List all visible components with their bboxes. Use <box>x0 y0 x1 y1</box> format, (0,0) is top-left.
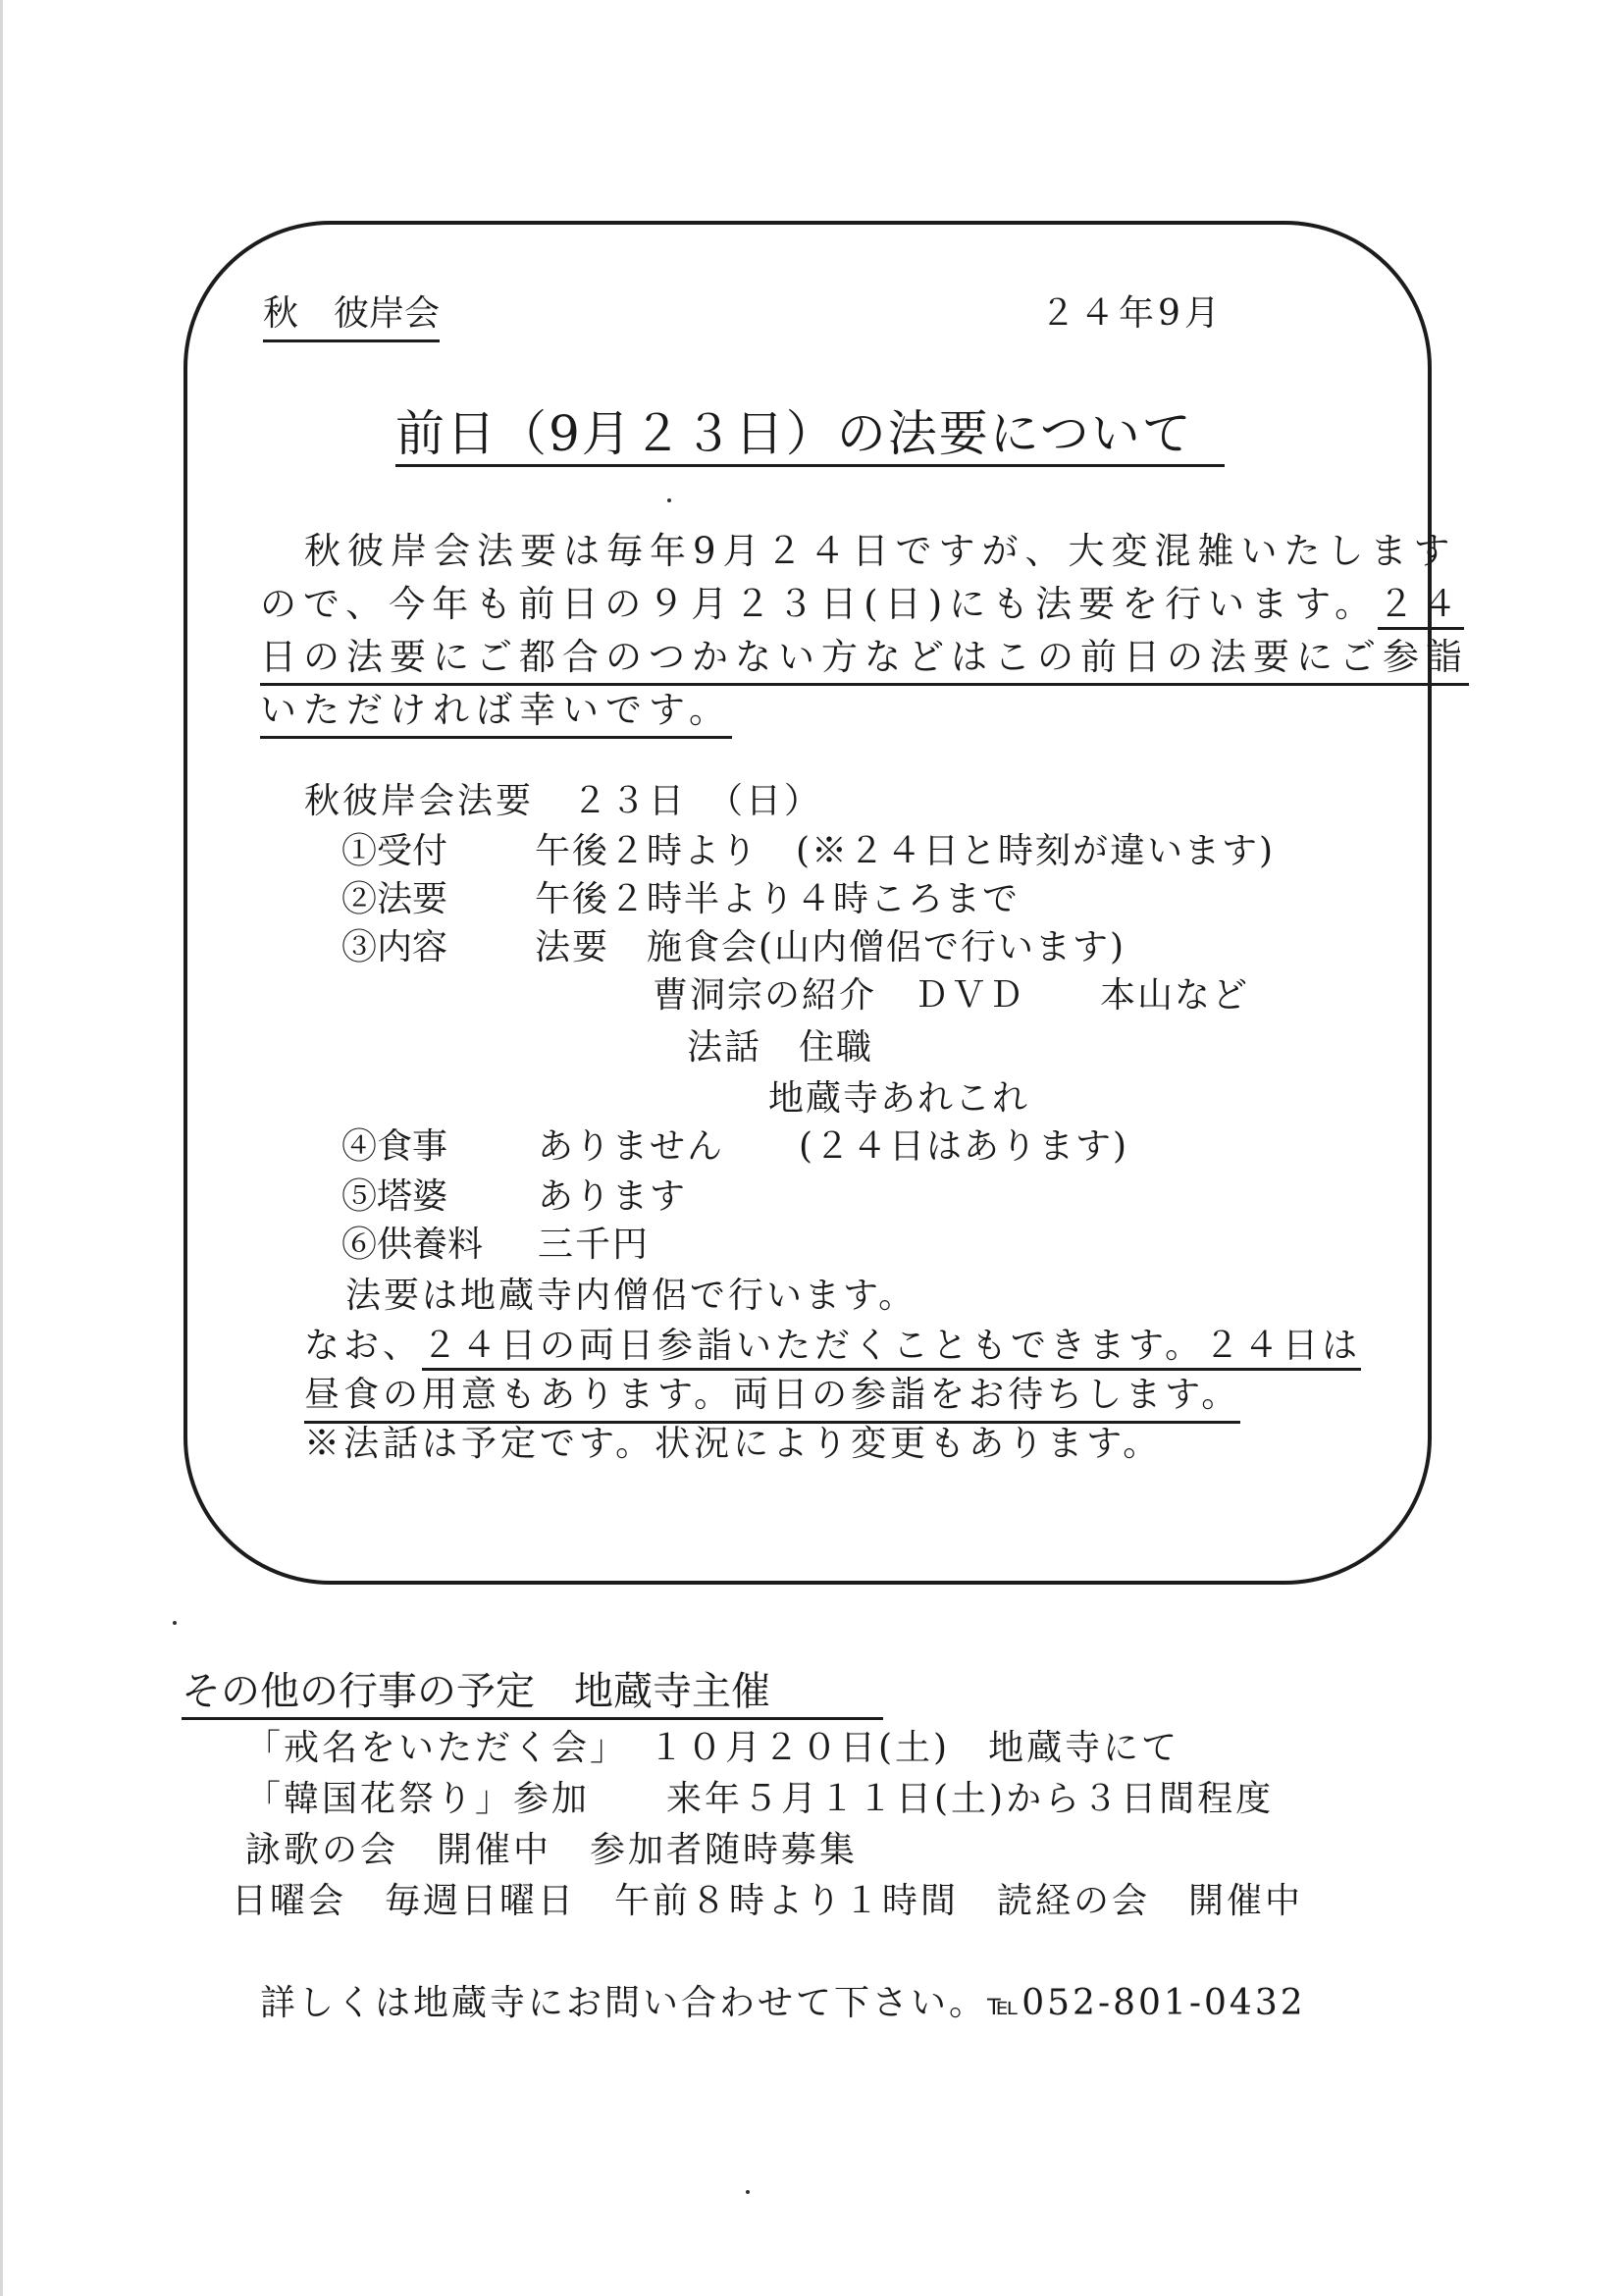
schedule-note-lunch: 昼食の用意もあります。両日の参詣をお待ちします。 <box>304 1372 1240 1424</box>
schedule-note-emphasis: ２４日の両日参詣いただくこともできます。２４日は <box>422 1326 1361 1371</box>
event-line: 日曜会 毎週日曜日 午前８時より１時間 読経の会 開催中 <box>232 1881 1304 1921</box>
other-events-underline <box>182 1717 883 1720</box>
schedule-item-value: 午後２時より (※２４日と時刻が違います) <box>535 831 1276 871</box>
schedule-item-label: ④食事 <box>341 1126 448 1167</box>
intro-line-3: 日の法要にご都合のつかない方などはこの前日の法要にご参詣 <box>260 634 1469 686</box>
intro-line-4: いただければ幸いです。 <box>260 687 732 739</box>
schedule-item-value: あります <box>538 1176 688 1217</box>
intro-line-1: 秋彼岸会法要は毎年9月２４日ですが、大変混雑いたします <box>304 530 1457 572</box>
event-line: 詠歌の会 開催中 参加者随時募集 <box>245 1830 859 1870</box>
schedule-item-label: ①受付 <box>341 831 448 871</box>
phone-number: 052-801-0432 <box>1021 1983 1306 2023</box>
schedule-item-label: ⑥供養料 <box>341 1225 484 1265</box>
event-line: 「韓国花祭り」参加 来年５月１１日(土)から３日間程度 <box>245 1779 1275 1819</box>
tel-mark: ℡ <box>987 1988 1022 2022</box>
intro-line-2 <box>260 581 1464 628</box>
schedule-item-value: 法要 施食会(山内僧侶で行います) <box>535 927 1126 967</box>
schedule-note-both-days <box>304 1323 1361 1370</box>
schedule-item-label: ③内容 <box>341 927 448 967</box>
schedule-note-disclaimer: ※法話は予定です。状況により変更もあります。 <box>304 1424 1163 1464</box>
intro-line-2-emphasis: ２４ <box>1378 583 1464 630</box>
schedule-content-detail: 曹洞宗の紹介 ＤＶＤ 本山など <box>653 975 1250 1016</box>
other-events-heading: その他の行事の予定 地蔵寺主催 <box>182 1669 770 1714</box>
intro-line-2-text: ので、今年も前日の９月２３日(日)にも法要を行います。 <box>260 583 1379 625</box>
scan-speck <box>667 498 671 502</box>
contact-text: 詳しくは地蔵寺にお問い合わせて下さい。 <box>260 1983 988 2023</box>
schedule-content-detail: 地蔵寺あれこれ <box>768 1078 1030 1119</box>
schedule-item-label: ②法要 <box>341 879 448 919</box>
schedule-content-detail: 法話 住職 <box>687 1027 874 1068</box>
event-line: 「戒名をいただく会」 １０月２０日(土) 地蔵寺にて <box>245 1728 1180 1768</box>
scan-speck <box>746 2190 750 2194</box>
contact-line <box>260 1980 1306 2029</box>
schedule-note-prefix: なお、 <box>304 1326 423 1366</box>
schedule-item-value: 午後２時半より４時ころまで <box>535 879 1021 919</box>
title-underline <box>395 464 1225 467</box>
scan-speck <box>173 1621 177 1625</box>
schedule-item-value: ありません (２４日はあります) <box>538 1126 1129 1167</box>
schedule-heading: 秋彼岸会法要 ２３日 （日） <box>304 781 823 821</box>
page-title: 前日（9月２３日）の法要について <box>395 405 1193 462</box>
schedule-item-label: ⑤塔婆 <box>341 1176 448 1217</box>
schedule-item-value: 三千円 <box>538 1225 651 1265</box>
schedule-note: 法要は地蔵寺内僧侶で行います。 <box>345 1276 917 1316</box>
scan-edge <box>0 0 3 2296</box>
issue-date: ２４年9月 <box>1040 293 1224 334</box>
event-name: 秋 彼岸会 <box>263 290 440 342</box>
